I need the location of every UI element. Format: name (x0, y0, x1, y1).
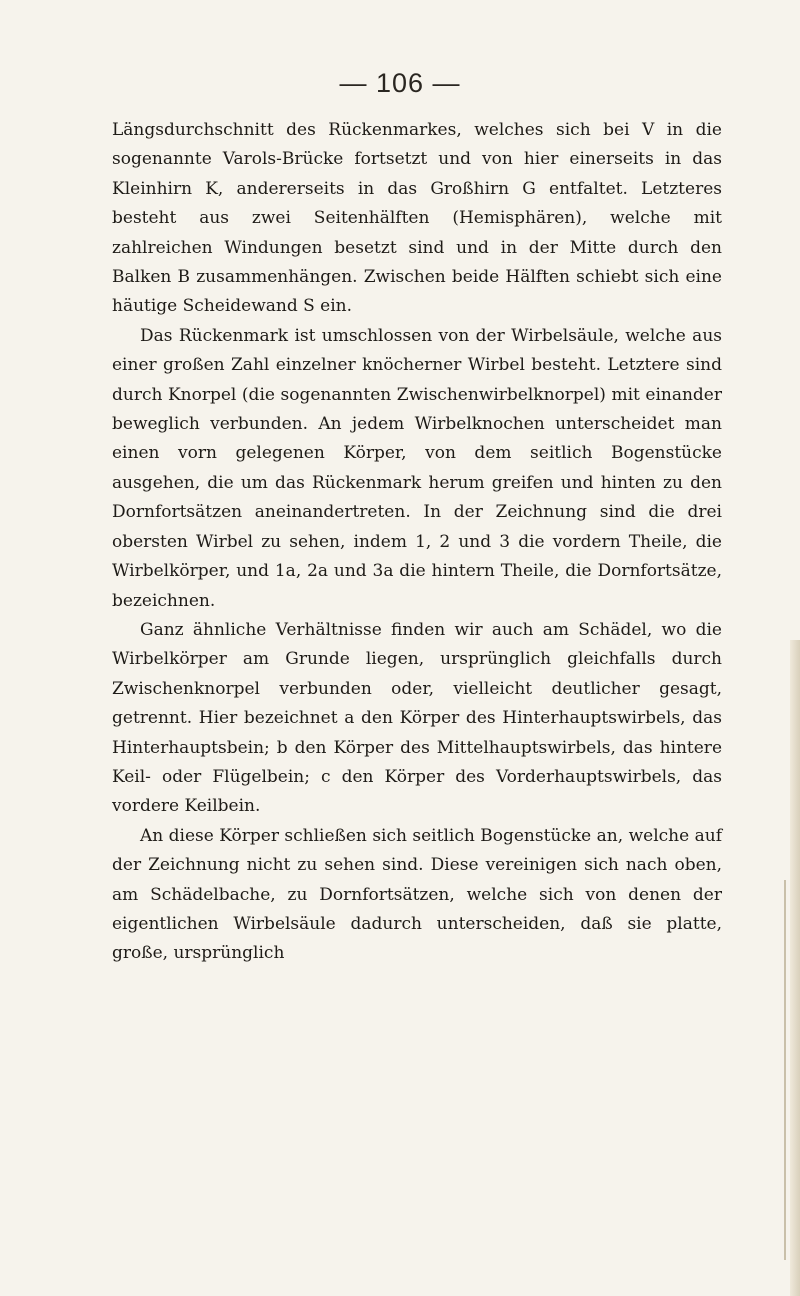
paragraph-3: Ganz ähnliche Verhältnisse finden wir auch am Schädel, wo die Wirbelkörper am Grunde liegen, ursprünglich gleichfalls durch Zwischenknorpel verbunden oder, vielleicht deutlicher gesagt, getrennt. Hier bezeichnet a den Körper des Hinterhauptswirbels, das Hinterhauptsbein; b den Körper des Mittelhauptswirbels, das hintere Keil- oder Flügelbein; c den Körper des Vorderhauptswirbels, das vordere Keilbein. (112, 619, 722, 817)
body-text (112, 116, 722, 969)
page-number: — 106 — (339, 68, 461, 98)
page-edge-shadow (790, 640, 800, 1296)
page-edge-line (784, 880, 786, 1260)
paragraph-2: Das Rückenmark ist umschlossen von der Wirbelsäule, welche aus einer großen Zahl einzelner knöcherner Wirbel besteht. Letztere sind durch Knorpel (die sogenannten Zwischenwirbelknorpel) mit einander beweglich verbunden. An jedem Wirbelknochen unterscheidet man einen vorn gelegenen Körper, von dem seitlich Bogenstücke ausgehen, die um das Rückenmark herum greifen und hinten zu den Dornfortsätzen aneinandertreten. In der Zeichnung sind die drei obersten Wirbel zu sehen, indem 1, 2 und 3 die vordern Theile, die Wirbelkörper, und 1a, 2a und 3a die hintern Theile, die Dornfortsätze, bezeichnen. (112, 325, 722, 611)
paragraph-1: Längsdurchschnitt des Rückenmarkes, welches sich bei V in die sogenannte Varols-Brücke fortsetzt und von hier einerseits in das Kleinhirn K, andererseits in das Großhirn G entfaltet. Letzteres besteht aus zwei Seitenhälften (Hemisphären), welche mit zahlreichen Windungen besetzt sind und in der Mitte durch den Balken B zusammenhängen. Zwischen beide Hälften schiebt sich eine häutige Scheidewand S ein. (112, 120, 722, 317)
paragraph-4: An diese Körper schließen sich seitlich Bogenstücke an, welche auf der Zeichnung nicht zu sehen sind. Diese vereinigen sich nach oben, am Schädelbache, zu Dornfortsätzen, welche sich von denen der eigentlichen Wirbelsäule dadurch unterscheiden, daß sie platte, große, ursprünglich (112, 825, 722, 964)
